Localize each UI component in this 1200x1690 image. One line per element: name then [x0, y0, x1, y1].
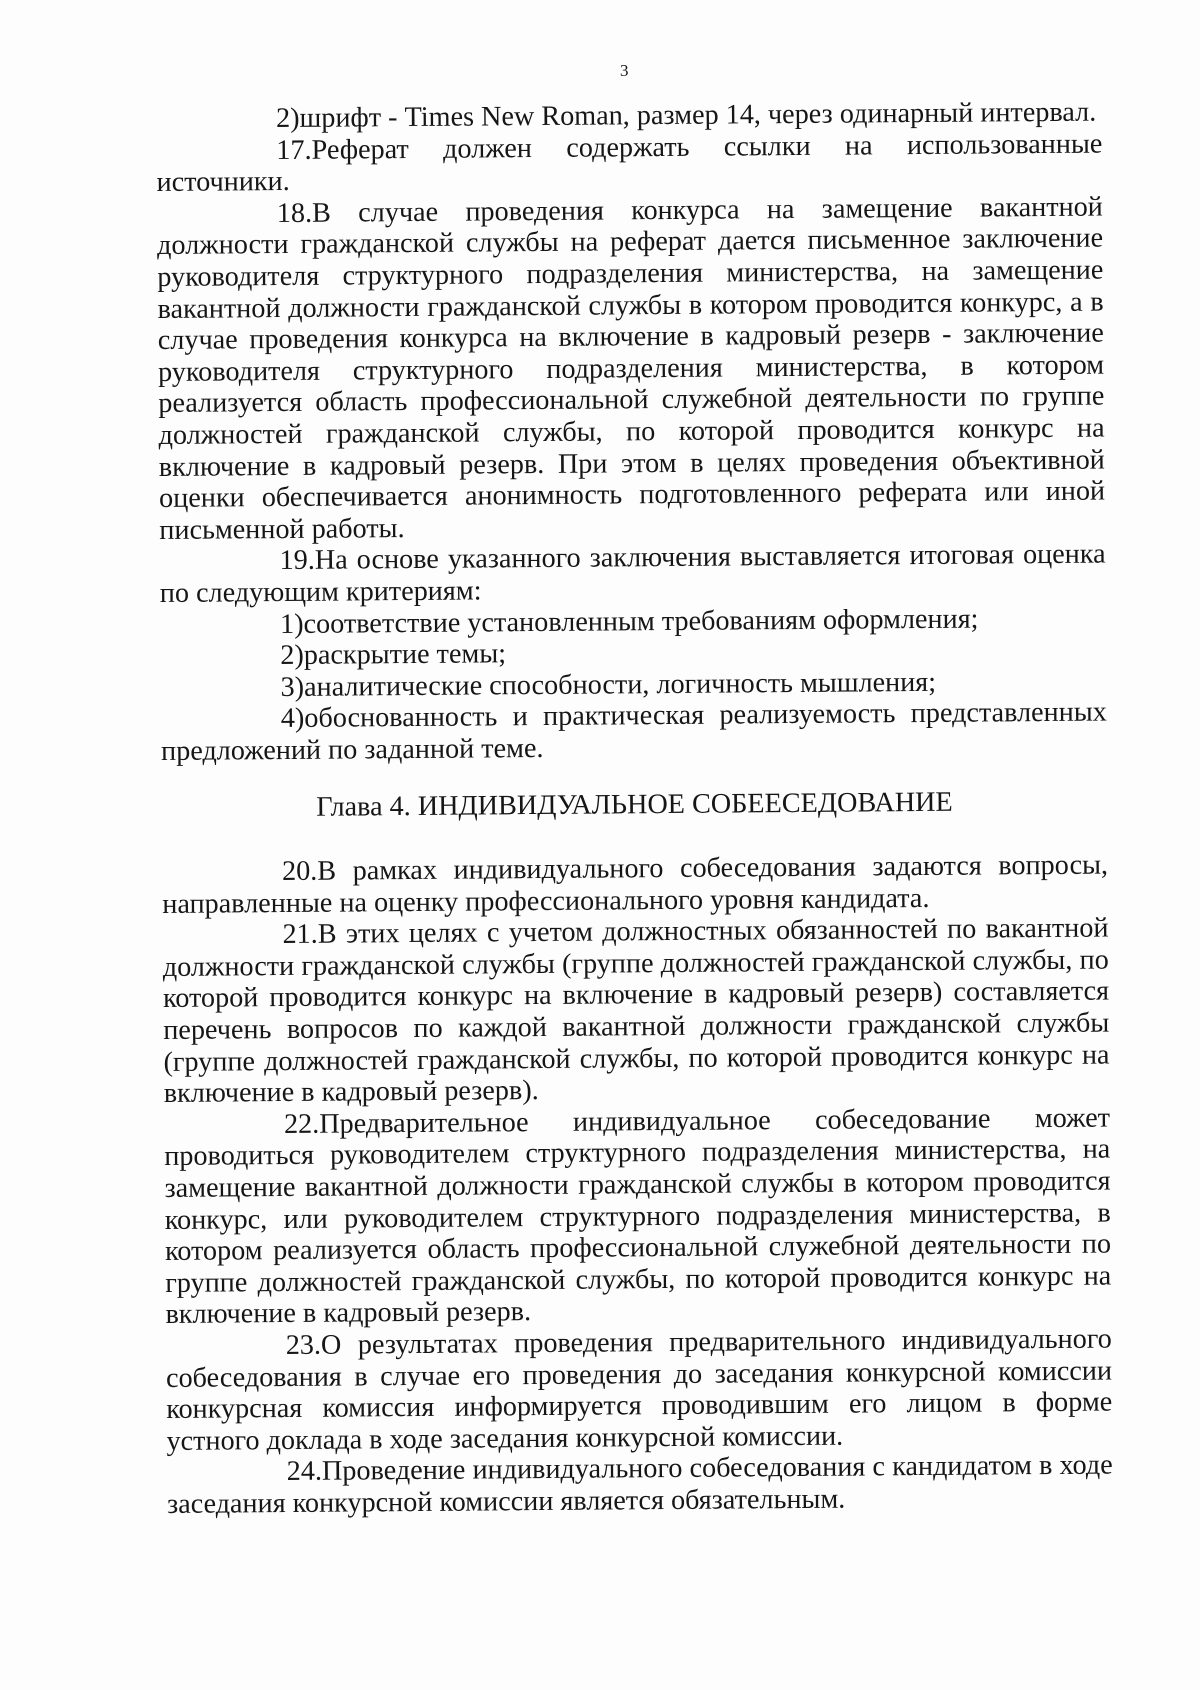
- paragraph-17: [156, 128, 1102, 199]
- paragraph-19: [159, 539, 1105, 610]
- paragraph-text: раскрытие темы;: [303, 638, 507, 671]
- paragraph-text: обоснованность и практическая реализуемость представленных предложений по заданной теме.: [160, 696, 1107, 767]
- item-number: 22.: [283, 1108, 320, 1140]
- paragraph-text: шрифт - Times New Roman, размер 14, через одинарный интервал.: [299, 96, 1097, 134]
- document-body: [156, 97, 1113, 1521]
- paragraph-20: [162, 850, 1108, 921]
- item-number: 3): [280, 671, 305, 703]
- paragraph-22: [164, 1102, 1112, 1331]
- paragraph-text: В этих целях с учетом должностных обязанностей по вакантной должности гражданской службы (группе должностей гражданской службы, по которой проводится конкурс на включение в кадровый резерв) составляется перечень вопросов по каждой вакантной должности гражданской службы (группе должностей гражданской службы, по которой проводится конкурс на включение в кадровый резерв).: [162, 912, 1110, 1110]
- chapter-heading: Глава 4. ИНДИВИДУАЛЬНОЕ СОБЕЕСЕДОВАНИЕ: [316, 787, 953, 824]
- item-number: 23.: [285, 1329, 322, 1361]
- item-number: 4): [280, 703, 305, 735]
- item-number: 24.: [286, 1456, 323, 1488]
- item-number: 1): [279, 608, 304, 640]
- item-number: 19.: [279, 545, 315, 577]
- paragraph-text: Предварительное индивидуальное собеседование может проводиться руководителем структурного подразделения министерства, на замещение вакантной должности гражданской службы в котором проводится конкурс, или руководителем структурного подразделения министерства, в котором реализуется область профессиональной служебной деятельности по группе должностей гражданской службы, по которой проводится конкурс на включение в кадровый резерв.: [164, 1102, 1112, 1331]
- criterion-4: [161, 697, 1107, 768]
- paragraph-text: В случае проведения конкурса на замещение вакантной должности гражданской службы на реферат дается письменное заключение руководителя структурного подразделения министерства, на замещение вакантной должности гражданской службы в котором проводится конкурс, а в случае проведения конкурса на включение в кадровый резерв - заключение руководителя структурного подразделения министерства, в котором реализуется область профессиональной служебной деятельности по группе должностей гражданской службы, по которой проводится конкурс на включение в кадровый резерв. При этом в целях проведения объективной оценки обеспечивается анонимность подготовленного реферата или иной письменной работы.: [156, 191, 1106, 546]
- paragraph-text: аналитические способности, логичность мышления;: [303, 666, 937, 703]
- paragraph-text: О результатах проведения предварительного индивидуального собеседования в случае его проведения до заседания конкурсной комиссии конкурсная комиссия информируется проводившим его лицом в форме устного доклада в ходе заседания конкурсной комиссии.: [165, 1323, 1113, 1457]
- paragraph-18: [157, 191, 1106, 546]
- paragraph-text: Проведение индивидуального собеседования с кандидатом в ходе заседания конкурсной комиссии является обязательным.: [166, 1449, 1113, 1520]
- item-number: 2): [280, 639, 304, 672]
- page-number: 3: [620, 61, 629, 80]
- item-number: 2): [275, 102, 300, 135]
- item-number: 18.: [276, 197, 313, 229]
- paragraph-text: В рамках индивидуального собеседования задаются вопросы, направленные на оценку профессионального уровня кандидата.: [162, 849, 1109, 920]
- item-number: 21.: [282, 919, 318, 951]
- paragraph-text: Реферат должен содержать ссылки на использованные источники.: [156, 128, 1103, 199]
- item-number: 20.: [281, 855, 318, 888]
- paragraph-24: [167, 1450, 1113, 1521]
- paragraph-21: [162, 913, 1109, 1110]
- paragraph-text: соответствие установленным требованиям оформления;: [303, 603, 979, 640]
- paragraph-text: На основе указанного заключения выставляется итоговая оценка по следующим критериям:: [159, 538, 1106, 609]
- paragraph-23: [166, 1324, 1113, 1458]
- item-number: 17.: [276, 134, 312, 166]
